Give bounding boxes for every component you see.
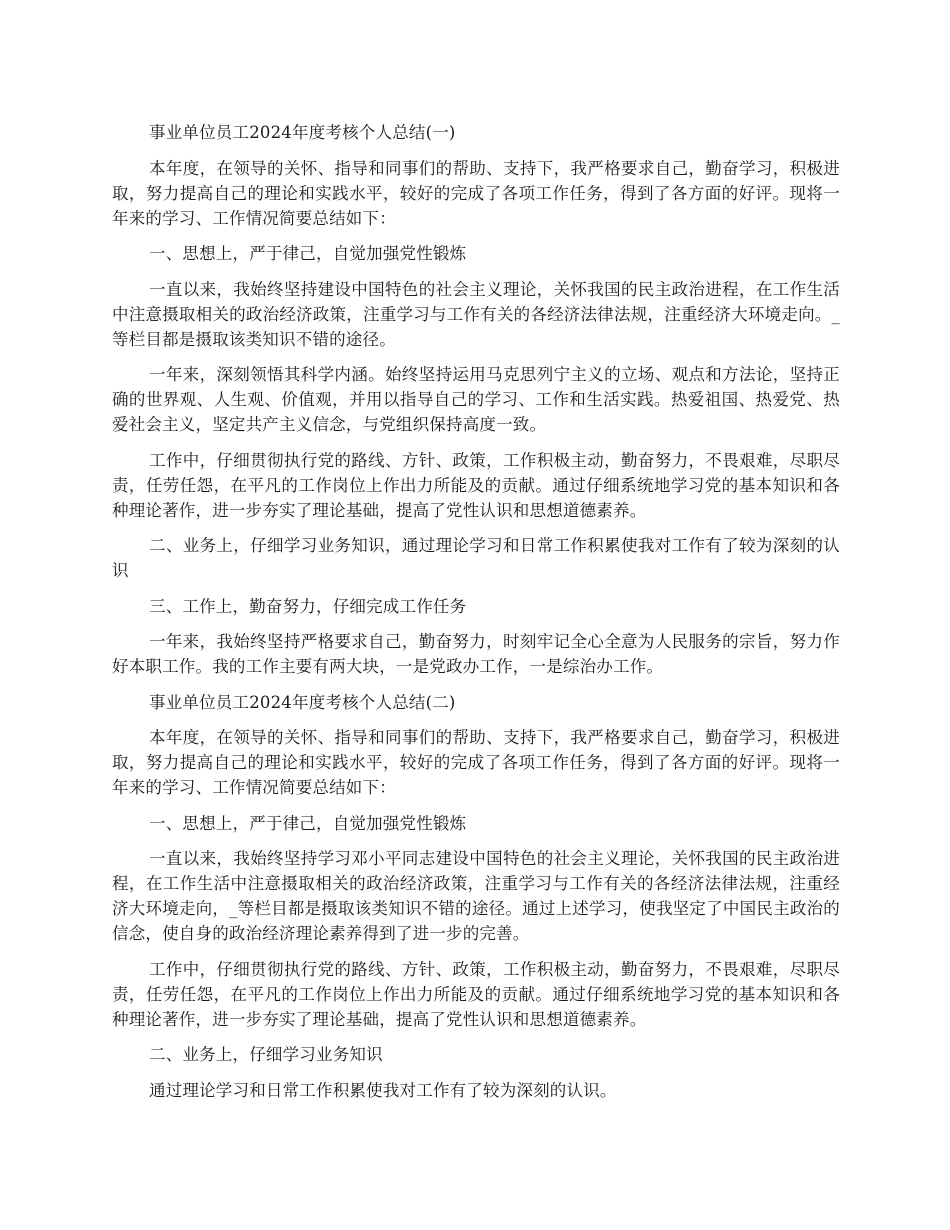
body-paragraph: 一年来，深刻领悟其科学内涵。始终坚持运用马克思列宁主义的立场、观点和方法论，坚持正确的世界观、人生观、价值观，并用以指导自己的学习、工作和生活实践。热爱祖国、热爱党、热爱社会主义，坚定共产主义信念，与党组织保持高度一致。 bbox=[112, 365, 840, 434]
section-heading-ideology: 一、思想上，严于律己，自觉加强党性锻炼 bbox=[149, 244, 467, 263]
title-part-one: 事业单位员工2024年度考核个人总结(一) bbox=[149, 123, 456, 142]
intro-paragraph: 本年度，在领导的关怀、指导和同事们的帮助、支持下，我严格要求自己，勤奋学习，积极进取，努力提高自己的理论和实践水平，较好的完成了各项工作任务，得到了各方面的好评。现将一年来的学习、工作情况简要总结如下： bbox=[112, 728, 840, 797]
section-heading-business: 二、业务上，仔细学习业务知识，通过理论学习和日常工作积累使我对工作有了较为深刻的认识 bbox=[112, 536, 840, 580]
title-part-two: 事业单位员工2024年度考核个人总结(二) bbox=[149, 692, 456, 712]
section-heading-ideology: 一、思想上，严于律己，自觉加强党性锻炼 bbox=[149, 813, 467, 833]
body-paragraph: 一年来，我始终坚持严格要求自己，勤奋努力，时刻牢记全心全意为人民服务的宗旨，努力作好本职工作。我的工作主要有两大块，一是党政办工作，一是综治办工作。 bbox=[112, 632, 840, 676]
body-paragraph: 一直以来，我始终坚持学习邓小平同志建设中国特色的社会主义理论，关怀我国的民主政治进程，在工作生活中注意摄取相关的政治经济政策，注重学习与工作有关的各经济法律法规，注重经济大环境走向，_等栏目都是摄取该类知识不错的途径。通过上述学习，使我坚定了中国民主政治的信念，使自身的政治经济理论素养得到了进一步的完善。 bbox=[112, 849, 840, 943]
body-paragraph: 一直以来，我始终坚持建设中国特色的社会主义理论，关怀我国的民主政治进程，在工作生活中注意摄取相关的政治经济政策，注重学习与工作有关的各经济法律法规，注重经济大环境走向。_等栏目都是摄取该类知识不错的途径。 bbox=[112, 279, 840, 349]
body-paragraph: 工作中，仔细贯彻执行党的路线、方针、政策，工作积极主动，勤奋努力，不畏艰难，尽职尽责，任劳任怨，在平凡的工作岗位上作出力所能及的贡献。通过仔细系统地学习党的基本知识和各种理论著作，进一步夯实了理论基础，提高了党性认识和思想道德素养。 bbox=[112, 959, 840, 1029]
document-body bbox=[112, 120, 840, 1113]
section-heading-business: 二、业务上，仔细学习业务知识 bbox=[149, 1045, 383, 1064]
body-paragraph: 工作中，仔细贯彻执行党的路线、方针、政策，工作积极主动，勤奋努力，不畏艰难，尽职尽责，任劳任怨，在平凡的工作岗位上作出力所能及的贡献。通过仔细系统地学习党的基本知识和各种理论著作，进一步夯实了理论基础，提高了党性认识和思想道德素养。 bbox=[112, 450, 840, 520]
body-paragraph: 通过理论学习和日常工作积累使我对工作有了较为深刻的认识。 bbox=[149, 1080, 617, 1100]
intro-paragraph: 本年度，在领导的关怀、指导和同事们的帮助、支持下，我严格要求自己，勤奋学习，积极进取，努力提高自己的理论和实践水平，较好的完成了各项工作任务，得到了各方面的好评。现将一年来的学习、工作情况简要总结如下： bbox=[112, 158, 840, 228]
section-heading-work: 三、工作上，勤奋努力，仔细完成工作任务 bbox=[149, 596, 467, 616]
